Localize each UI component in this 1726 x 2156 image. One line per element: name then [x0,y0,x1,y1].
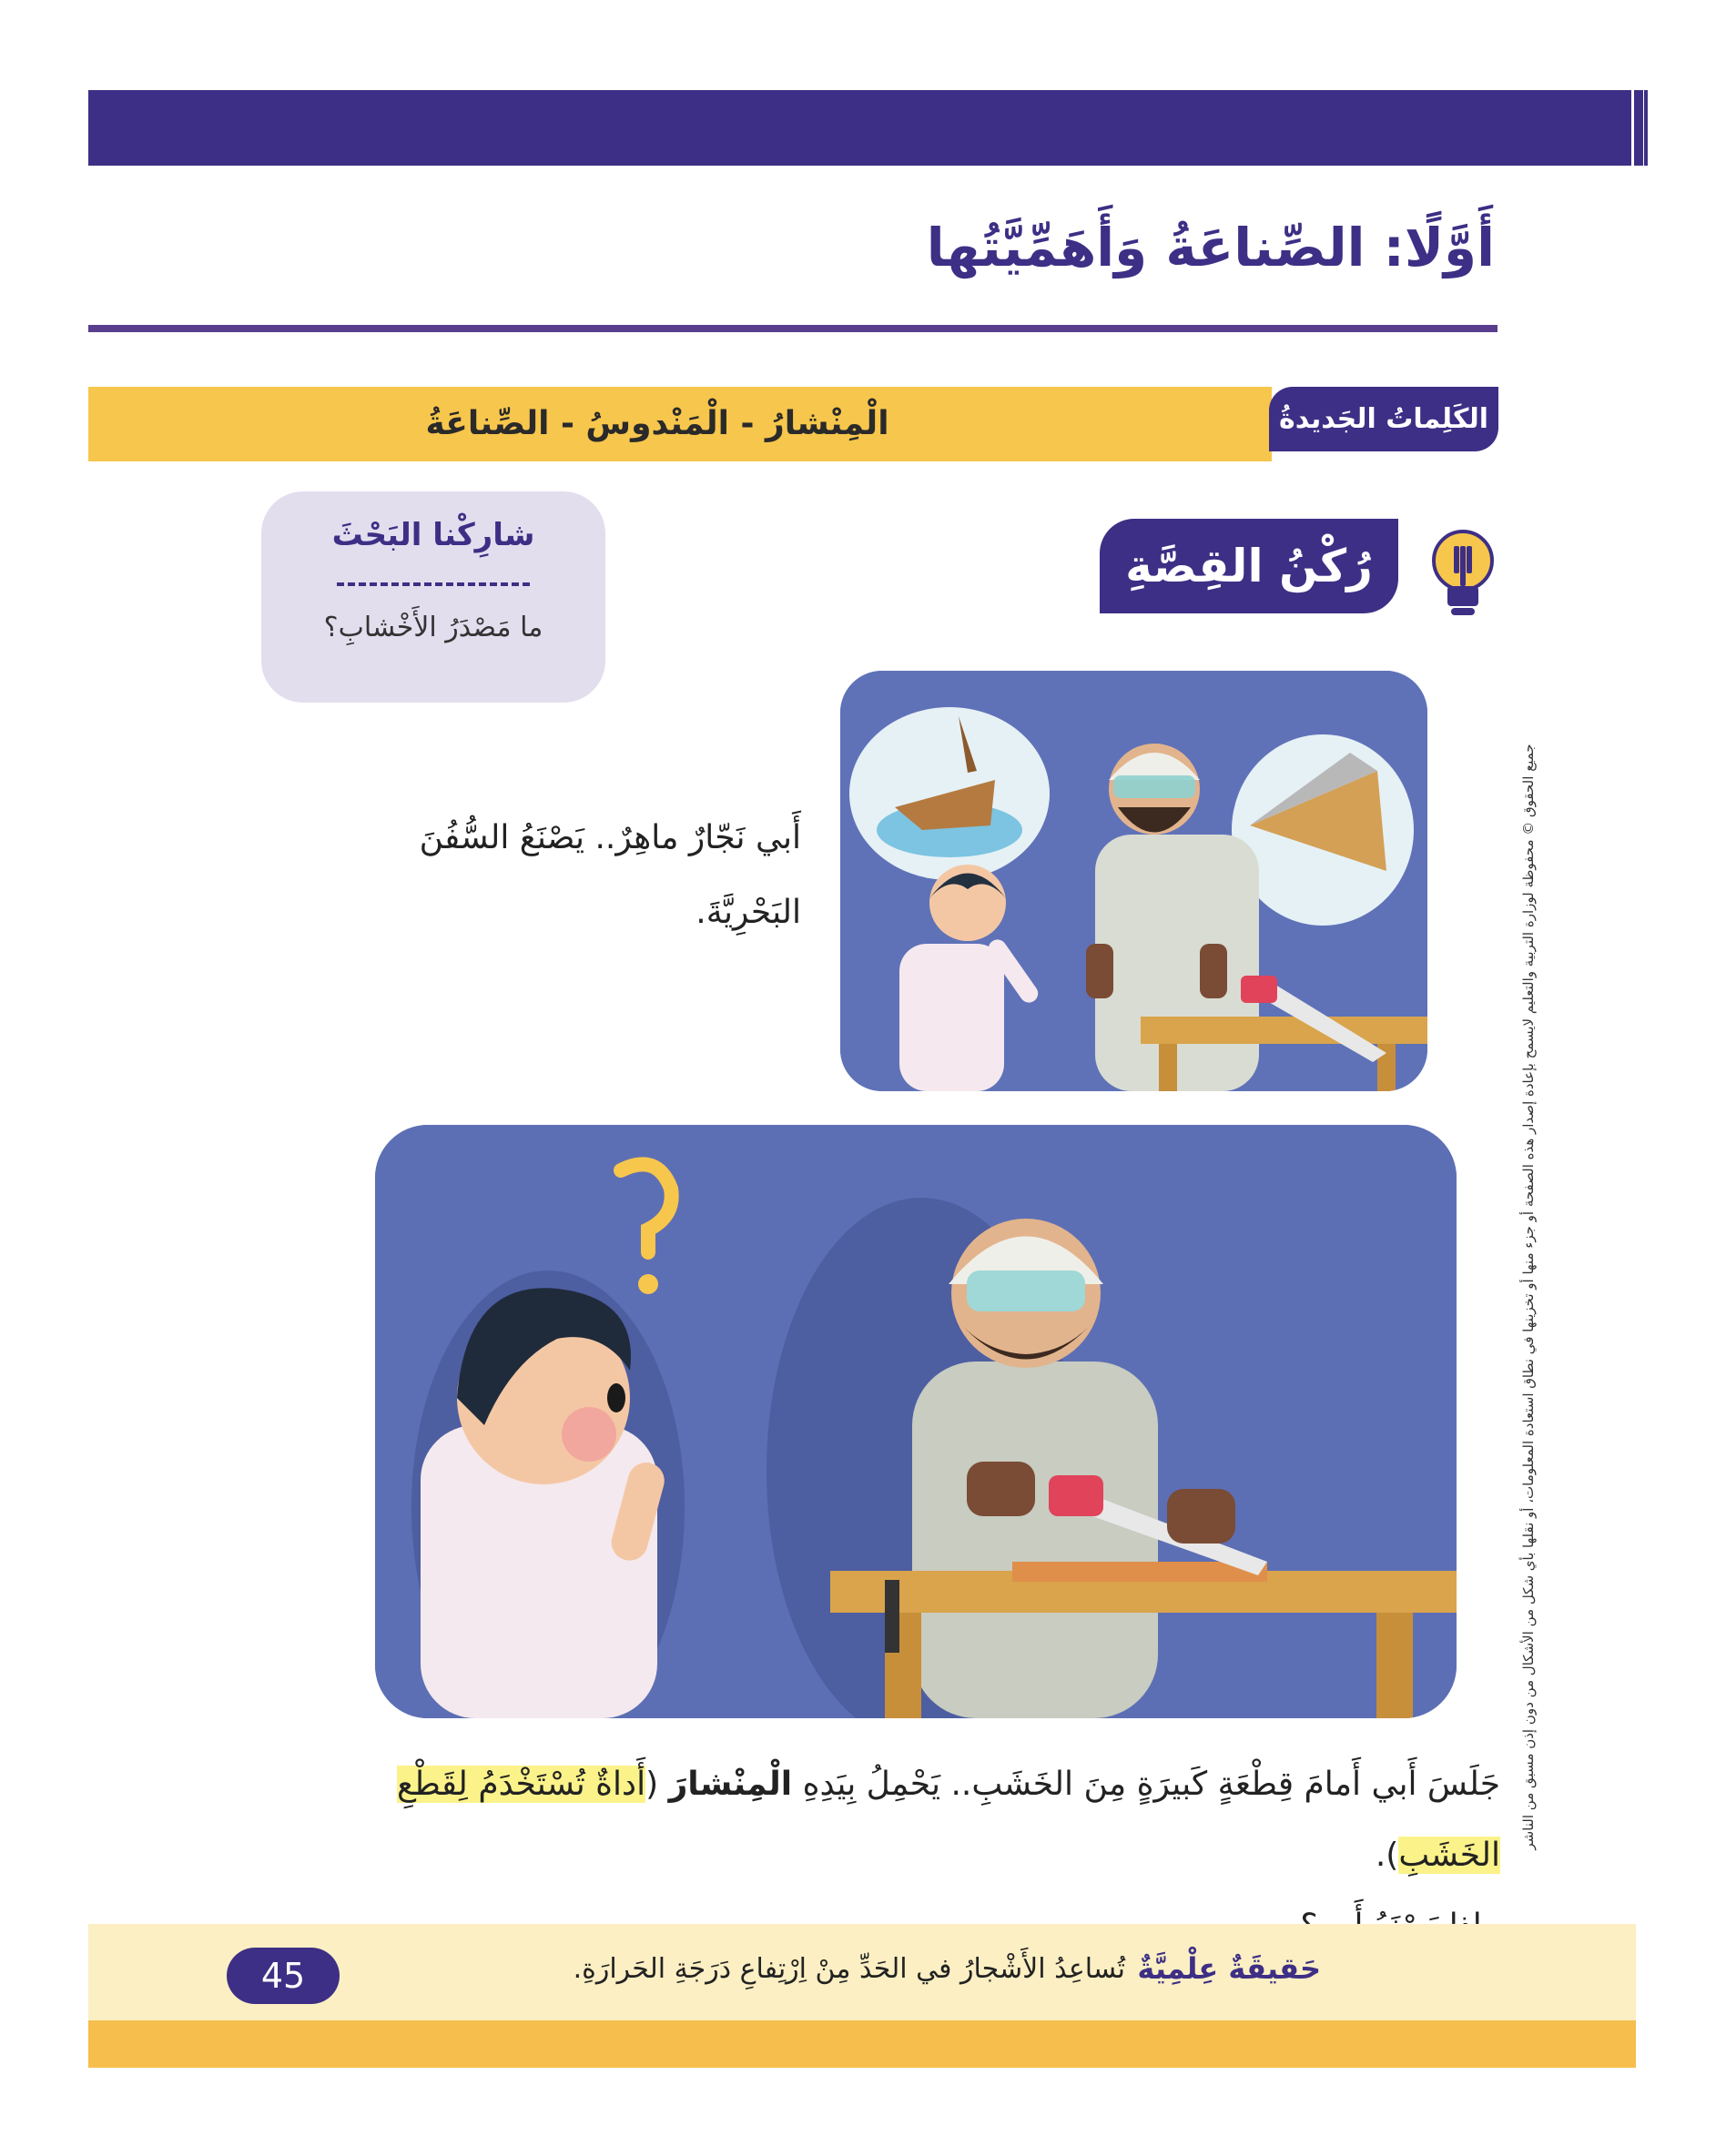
footer-stripe [88,2020,1636,2068]
copyright-note: جميع الحقوق © محفوظة لوزارة التربية والتعليم لايسمح بإعادة إصدار هذه الصفحة أو جزء منها أو تخزينها في نطاق استعادة المعلومات، أو نقلها بأي شكل من الأشكال من دون إذن مسبق من الناشر [1520,744,1537,1850]
new-words-list: الْمِنْشارُ - الْمَنْدوسُ - الصِّناعَةُ [425,405,889,442]
new-words-label: الكَلِماتُ الجَديدةُ [1269,387,1498,451]
paren-open: ( [645,1766,669,1803]
lightbulb-icon [1427,526,1498,617]
research-question: ما مَصْدَرُ الأَخْشابِ؟ [323,612,543,643]
research-title: شارِكْنا البَحْثَ [331,517,535,553]
story-corner-label: رُكْنُ القِصَّةِ [1100,519,1398,613]
page-title: أَوَّلًا: الصِّناعَةُ وَأَهَمِّيَّتُها [926,217,1495,278]
research-dashes [337,582,530,586]
fact-title: حَقيقَةٌ عِلْمِيَّةٌ [1137,1951,1321,1986]
top-banner [88,90,1643,166]
story-paragraph-1: أَبي نَجّارٌ ماهِرٌ.. يَصْنَعُ السُّفُنَ البَحْرِيَّةَ. [419,819,801,931]
title-underline [88,325,1498,332]
fact-text: تُساعِدُ الأَشْجارُ في الحَدِّ مِنْ اِرْتِفاعِ دَرَجَةِ الحَرارَةِ. [573,1953,1125,1985]
illustration-carpenter-sawing [375,1125,1457,1718]
page-number: 45 [227,1948,340,2004]
banner-edge [1644,90,1648,166]
saw-definition-highlight: أَداةٌ تُسْتَخْدَمُ لِقَطْعِ الخَشَبِ [397,1766,1500,1874]
paren-close: ). [1375,1837,1399,1874]
illustration-carpenter-and-son [840,671,1427,1091]
banner-divider [1631,90,1634,166]
story-text-start: جَلَسَ أَبي أَمامَ قِطْعَةٍ كَبيرَةٍ مِنَ الخَشَبِ.. يَحْمِلُ بِيَدِهِ [792,1766,1500,1803]
keyword-saw: الْمِنْشارَ [668,1766,793,1803]
